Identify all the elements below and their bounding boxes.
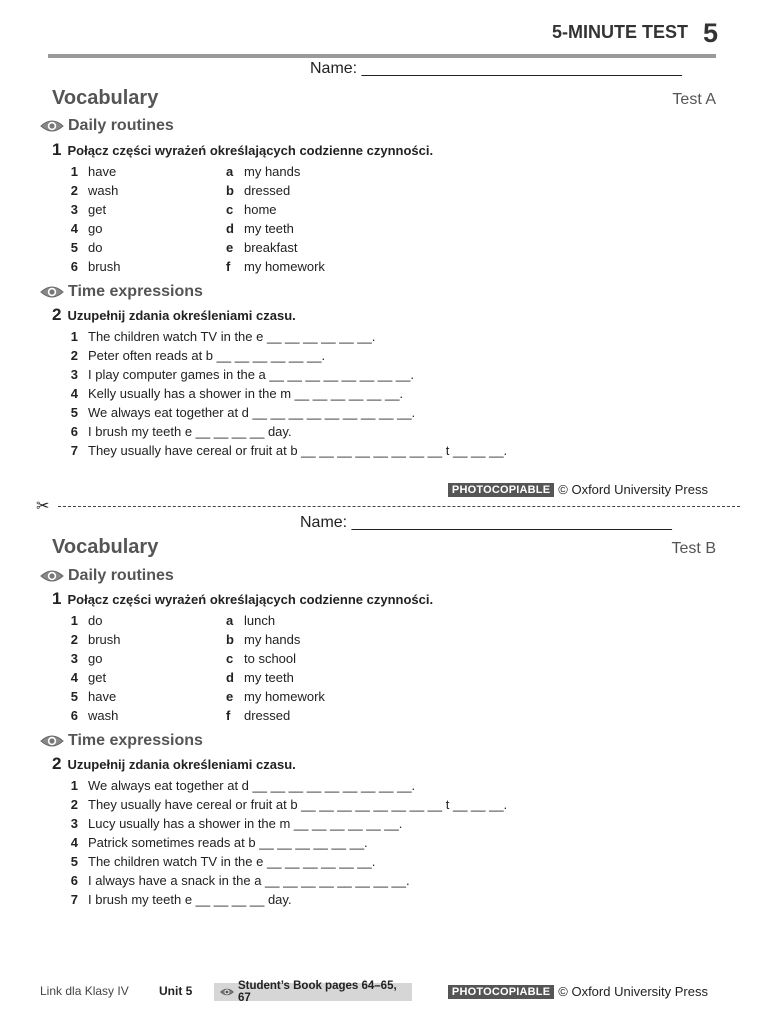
scissors-icon: ✂ (36, 498, 50, 515)
sentence-number: 4 (70, 835, 78, 850)
item-word: brush (88, 259, 121, 274)
match-row (68, 632, 368, 651)
header-rule (48, 54, 716, 58)
sentence-row (68, 892, 668, 910)
sentence-number: 5 (70, 405, 78, 420)
sentence-text: Peter often reads at b __ __ __ __ __ __. (88, 348, 326, 363)
option-letter: d (226, 670, 234, 685)
item-number: 6 (70, 259, 78, 274)
time-expressions-heading-a (40, 283, 203, 301)
sentence-row (68, 386, 668, 404)
option-letter: c (226, 202, 234, 217)
match-row (68, 259, 368, 278)
item-word: have (88, 164, 117, 179)
instruction-text: Połącz części wyrażeń określających codzienne czynności. (67, 592, 434, 607)
time-expressions-label: Time expressions (68, 283, 203, 300)
match-row (68, 689, 368, 708)
item-word: wash (88, 708, 119, 723)
footer-pages-text: Student’s Book pages 64–65, 67 (237, 980, 397, 1004)
item-word: wash (88, 183, 119, 198)
item-number: 1 (70, 164, 78, 179)
option-letter: b (226, 183, 234, 198)
sentence-number: 6 (70, 424, 78, 439)
test-label-b: Test B (671, 540, 716, 557)
sentence-row (68, 873, 668, 891)
sentence-number: 3 (70, 816, 78, 831)
instruction-1-a (52, 140, 433, 160)
item-word: get (88, 670, 107, 685)
option-letter: b (226, 632, 234, 647)
name-field-a: Name: ____________________________________ (310, 60, 682, 77)
publisher-text: © Oxford University Press (558, 984, 708, 999)
item-word: have (88, 689, 117, 704)
match-row (68, 670, 368, 689)
instruction-number: 2 (52, 305, 62, 324)
option-letter: a (226, 613, 234, 628)
sentence-text: The children watch TV in the e __ __ __ __ __ __. (88, 329, 376, 344)
option-letter: d (226, 221, 234, 236)
sentence-text: I brush my teeth e __ __ __ __ day. (88, 892, 292, 907)
sentence-number: 2 (70, 348, 78, 363)
daily-routines-heading-a (40, 117, 174, 135)
option-phrase: home (244, 202, 277, 217)
instruction-number: 2 (52, 754, 62, 773)
item-number: 5 (70, 240, 78, 255)
photocopiable-line-footer (448, 984, 708, 999)
eye-icon (220, 987, 234, 997)
option-letter: e (226, 689, 234, 704)
section-title-b: Vocabulary (52, 536, 159, 558)
item-word: do (88, 613, 103, 628)
footer-pages-box (214, 980, 412, 1004)
test-title: 5-MINUTE TEST (551, 22, 688, 42)
photocopiable-line-a (448, 482, 708, 497)
eye-icon (40, 284, 64, 300)
sentence-text: Patrick sometimes reads at b __ __ __ __ __ __. (88, 835, 368, 850)
instruction-number: 1 (52, 140, 62, 159)
sentence-number: 3 (70, 367, 78, 382)
option-phrase: my hands (244, 164, 301, 179)
match-row (68, 202, 368, 221)
instruction-text: Uzupełnij zdania określeniami czasu. (67, 757, 296, 772)
option-letter: f (226, 259, 231, 274)
option-phrase: to school (244, 651, 297, 666)
item-number: 3 (70, 651, 78, 666)
cut-line (36, 500, 740, 514)
sentence-text: We always eat together at d __ __ __ __ __ __ __ __ __. (88, 405, 416, 420)
instruction-2-a (52, 305, 296, 325)
photocopiable-badge: PHOTOCOPIABLE (448, 483, 554, 497)
sentence-row (68, 329, 668, 347)
instruction-number: 1 (52, 589, 62, 608)
instruction-1-b (52, 589, 433, 609)
item-word: do (88, 240, 103, 255)
item-number: 4 (70, 670, 78, 685)
match-row (68, 164, 368, 183)
item-word: go (88, 221, 103, 236)
sentence-row (68, 424, 668, 442)
match-row (68, 651, 368, 670)
eye-icon (40, 733, 64, 749)
item-word: brush (88, 632, 121, 647)
sentence-text: They usually have cereal or fruit at b __ __ __ __ __ __ __ __ t __ __ __. (88, 797, 508, 812)
sentence-row (68, 443, 668, 461)
sentence-row (68, 348, 668, 366)
sentence-number: 2 (70, 797, 78, 812)
sentence-number: 7 (70, 443, 78, 458)
item-number: 1 (70, 613, 78, 628)
item-number: 5 (70, 689, 78, 704)
sentence-row (68, 854, 668, 872)
option-phrase: my homework (244, 259, 325, 274)
match-row (68, 183, 368, 202)
option-phrase: breakfast (244, 240, 298, 255)
sentence-text: I brush my teeth e __ __ __ __ day. (88, 424, 292, 439)
sentence-text: I always have a snack in the a __ __ __ __ __ __ __ __. (88, 873, 410, 888)
option-phrase: dressed (244, 708, 291, 723)
sentence-text: The children watch TV in the e __ __ __ __ __ __. (88, 854, 376, 869)
option-letter: e (226, 240, 234, 255)
option-phrase: my homework (244, 689, 325, 704)
name-field-b: Name: ____________________________________ (300, 514, 672, 531)
item-number: 2 (70, 183, 78, 198)
option-letter: c (226, 651, 234, 666)
item-word: get (88, 202, 107, 217)
sentence-row (68, 778, 668, 796)
option-phrase: dressed (244, 183, 291, 198)
instruction-text: Połącz części wyrażeń określających codzienne czynności. (67, 143, 434, 158)
option-letter: f (226, 708, 231, 723)
option-letter: a (226, 164, 234, 179)
instruction-2-b (52, 754, 296, 774)
daily-routines-label: Daily routines (68, 567, 174, 584)
sentence-number: 7 (70, 892, 78, 907)
test-label-a: Test A (672, 91, 716, 108)
option-phrase: lunch (244, 613, 276, 628)
match-row (68, 613, 368, 632)
sentence-number: 4 (70, 386, 78, 401)
item-number: 3 (70, 202, 78, 217)
sentence-row (68, 835, 668, 853)
match-row (68, 221, 368, 240)
test-number: 5 (702, 18, 718, 48)
dashed-divider (58, 506, 740, 507)
item-word: go (88, 651, 103, 666)
sentence-row (68, 405, 668, 423)
section-title-a: Vocabulary (52, 87, 159, 109)
sentence-number: 5 (70, 854, 78, 869)
time-expressions-heading-b (40, 732, 203, 750)
instruction-text: Uzupełnij zdania określeniami czasu. (67, 308, 296, 323)
sentence-row (68, 816, 668, 834)
option-phrase: my teeth (244, 670, 294, 685)
sentence-row (68, 367, 668, 385)
sentence-number: 1 (70, 778, 78, 793)
sentence-row (68, 797, 668, 815)
option-phrase: my hands (244, 632, 301, 647)
sentence-text: Kelly usually has a shower in the m __ __ __ __ __ __. (88, 386, 404, 401)
sentence-number: 1 (70, 329, 78, 344)
sentence-text: We always eat together at d __ __ __ __ __ __ __ __ __. (88, 778, 416, 793)
item-number: 6 (70, 708, 78, 723)
sentence-text: I play computer games in the a __ __ __ __ __ __ __ __. (88, 367, 414, 382)
daily-routines-heading-b (40, 567, 174, 585)
match-row (68, 240, 368, 259)
photocopiable-badge: PHOTOCOPIABLE (448, 985, 554, 999)
match-row (68, 708, 368, 727)
footer-course-name: Link dla Klasy IV (40, 984, 129, 998)
sentence-text: They usually have cereal or fruit at b __ __ __ __ __ __ __ __ t __ __ __. (88, 443, 508, 458)
sentence-text: Lucy usually has a shower in the m __ __ __ __ __ __. (88, 816, 403, 831)
sentence-number: 6 (70, 873, 78, 888)
time-expressions-label: Time expressions (68, 732, 203, 749)
item-number: 4 (70, 221, 78, 236)
publisher-text: © Oxford University Press (558, 482, 708, 497)
footer-unit: Unit 5 (159, 984, 193, 998)
eye-icon (40, 568, 64, 584)
option-phrase: my teeth (244, 221, 294, 236)
daily-routines-label: Daily routines (68, 117, 174, 134)
item-number: 2 (70, 632, 78, 647)
eye-icon (40, 118, 64, 134)
